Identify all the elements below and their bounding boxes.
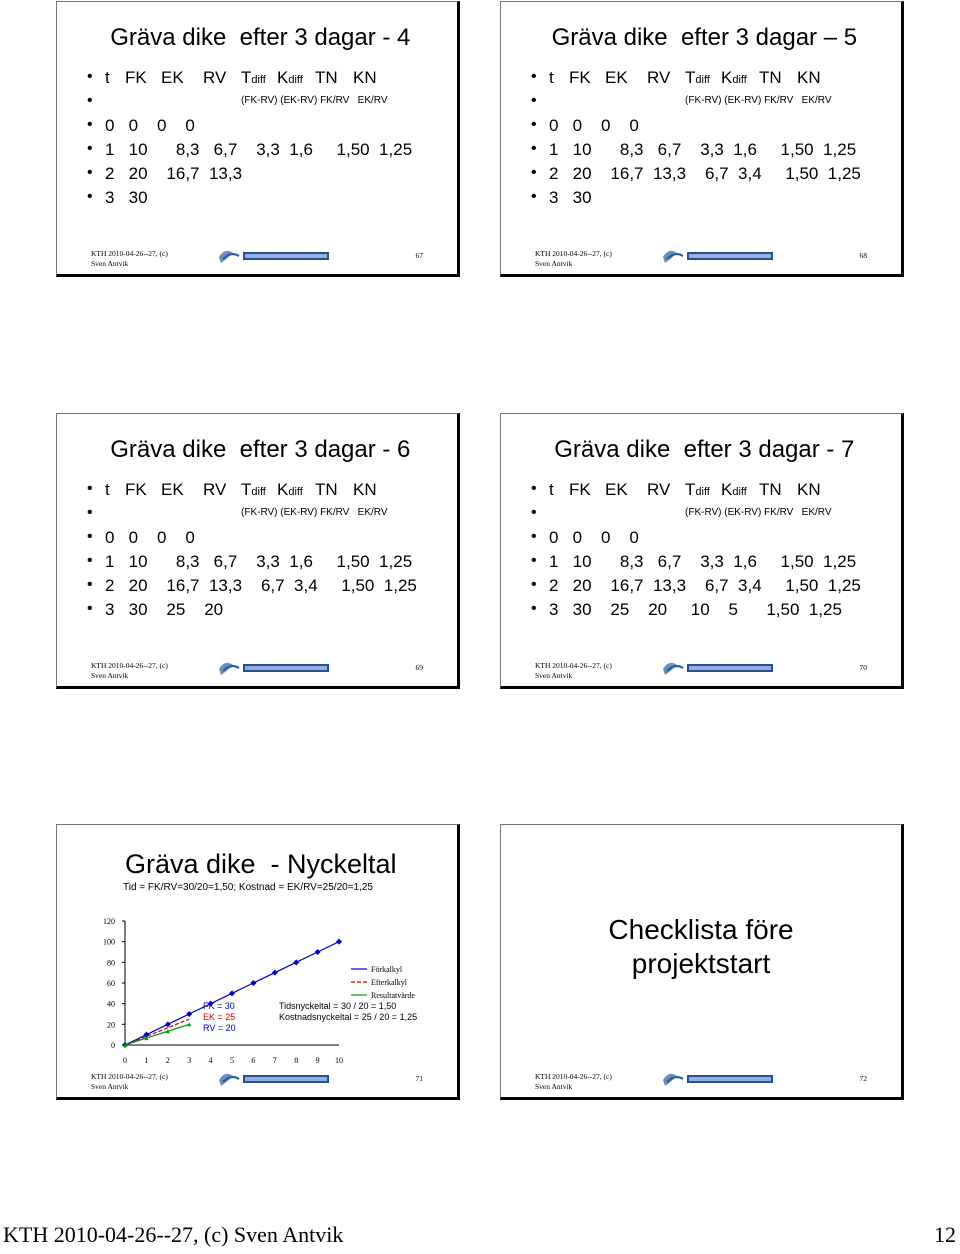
col-fk: FK <box>569 68 591 87</box>
data-point <box>186 1011 192 1017</box>
y-tick-label: 20 <box>107 1020 115 1030</box>
footer-line2: Sven Antvik <box>535 671 573 680</box>
col-kn: KN <box>797 480 821 499</box>
y-tick-label: 60 <box>107 979 115 988</box>
data-point <box>315 949 321 955</box>
legend-label: Resultatvärde <box>371 991 415 1000</box>
legend-label: Efterkalkyl <box>371 978 407 987</box>
page-footer: KTH 2010-04-26--27, (c) Sven Antvik <box>3 1222 344 1247</box>
slide-title: Gräva dike efter 3 dagar - 6 <box>103 436 411 463</box>
data-point <box>293 959 299 965</box>
col-ek: EK <box>161 68 184 87</box>
bullet: • <box>87 480 93 497</box>
footer-line2: Sven Antvik <box>91 671 129 680</box>
row-values: 1 10 8,3 6,7 3,3 1,6 1,50 1,25 <box>549 140 857 159</box>
row-values: 0 0 0 0 <box>549 528 639 547</box>
x-tick-label: 3 <box>187 1056 192 1065</box>
footer-line1: KTH 2010-04-26--27, (c) <box>535 1072 612 1081</box>
x-tick-label: 5 <box>230 1056 234 1065</box>
row-values: 2 20 16,7 13,3 <box>105 164 243 183</box>
slide-number: 72 <box>859 1074 867 1083</box>
slide-footer <box>535 249 612 269</box>
col-rv: RV <box>647 68 671 87</box>
bullet: • <box>87 504 93 521</box>
bullet: • <box>531 552 537 569</box>
x-tick-label: 8 <box>294 1056 299 1065</box>
data-point <box>250 980 256 986</box>
bullet: • <box>87 116 93 133</box>
row-values: 3 30 25 20 <box>105 600 224 619</box>
slide-subtitle: Tid = FK/RV=30/20=1,50; Kostnad = EK/RV=25/20=1,25 <box>123 882 373 893</box>
bullet: • <box>87 140 93 157</box>
footer-line2: Sven Antvik <box>535 259 573 268</box>
footer-line2: Sven Antvik <box>91 259 129 268</box>
col-tdiff: Tdiff <box>685 68 710 87</box>
annotation-fk: FK = 30 <box>203 1001 235 1011</box>
slide-footer <box>535 661 612 681</box>
y-tick-label: 100 <box>103 937 115 947</box>
col-t: t <box>105 68 110 87</box>
col-rv: RV <box>647 480 671 499</box>
col-rv: RV <box>203 68 227 87</box>
slide-number: 67 <box>415 251 423 260</box>
slide-68 <box>500 1 904 277</box>
slide-number: 71 <box>415 1074 423 1083</box>
page-number: 12 <box>934 1222 956 1247</box>
slide-title: Gräva dike efter 3 dagar - 4 <box>103 24 411 51</box>
col-rv: RV <box>203 480 227 499</box>
title-line1: Checklista före <box>608 914 794 945</box>
row-values: 2 20 16,7 13,3 6,7 3,4 1,50 1,25 <box>549 576 861 595</box>
y-tick-label: 0 <box>111 1041 115 1050</box>
x-tick-label: 9 <box>315 1056 320 1065</box>
col-tdiff: Tdiff <box>241 480 266 499</box>
data-point <box>336 939 342 945</box>
legend-label: Förkalkyl <box>371 965 403 974</box>
col-tn: TN <box>759 68 782 87</box>
bullet: • <box>531 576 537 593</box>
x-tick-label: 0 <box>123 1056 127 1065</box>
y-tick-label: 120 <box>103 917 115 926</box>
title-line2: projektstart <box>631 948 771 979</box>
x-tick-label: 10 <box>335 1056 343 1065</box>
slide-70 <box>500 413 904 689</box>
row-values: 3 30 <box>549 188 592 207</box>
col-fk: FK <box>569 480 591 499</box>
row-values: 3 30 25 20 10 5 1,50 1,25 <box>549 600 842 619</box>
slide-number: 68 <box>859 251 867 260</box>
slide-title: Gräva dike - Nyckeltal <box>117 849 397 879</box>
series-line-1 <box>125 1019 189 1045</box>
annotation-rv: RV = 20 <box>203 1023 236 1033</box>
slide-71 <box>56 824 460 1100</box>
bullet: • <box>87 92 93 109</box>
slide-title: Gräva dike efter 3 dagar – 5 <box>544 24 858 51</box>
bullet: • <box>531 92 537 109</box>
annotation-tid: Tidsnyckeltal = 30 / 20 = 1,50 <box>279 1001 397 1011</box>
col-tn: TN <box>315 68 338 87</box>
footer-line1: KTH 2010-04-26--27, (c) <box>91 1072 168 1081</box>
footer-line2: Sven Antvik <box>91 1082 129 1091</box>
annotation-ek: EK = 25 <box>203 1012 236 1022</box>
col-kdiff: Kdiff <box>277 68 303 87</box>
bullet: • <box>531 164 537 181</box>
col-t: t <box>105 480 110 499</box>
col-kdiff: Kdiff <box>721 68 747 87</box>
row-values: 2 20 16,7 13,3 6,7 3,4 1,50 1,25 <box>105 576 417 595</box>
slide-footer <box>91 249 168 269</box>
row-values: 0 0 0 0 <box>105 528 195 547</box>
footer-line1: KTH 2010-04-26--27, (c) <box>535 661 612 670</box>
x-tick-label: 7 <box>272 1056 277 1065</box>
y-tick-label: 80 <box>107 958 115 968</box>
bullet: • <box>87 188 93 205</box>
y-tick-label: 40 <box>107 999 115 1009</box>
slide-title <box>501 913 901 981</box>
col-tn: TN <box>315 480 338 499</box>
col-fk: FK <box>125 68 147 87</box>
row-values: 1 10 8,3 6,7 3,3 1,6 1,50 1,25 <box>105 140 413 159</box>
slide-number: 70 <box>859 663 867 672</box>
col-kn: KN <box>353 480 377 499</box>
row-values: 0 0 0 0 <box>549 116 639 135</box>
col-tn: TN <box>759 480 782 499</box>
logo <box>217 247 331 265</box>
bullet: • <box>531 600 537 617</box>
logo <box>661 659 775 677</box>
bullet: • <box>87 576 93 593</box>
bullet: • <box>531 68 537 85</box>
row-values: 3 30 <box>105 188 148 207</box>
bullet: • <box>531 480 537 497</box>
footer-line2: Sven Antvik <box>535 1082 573 1091</box>
x-tick-label: 6 <box>251 1056 256 1065</box>
col-kdiff: Kdiff <box>721 480 747 499</box>
footer-line1: KTH 2010-04-26--27, (c) <box>535 249 612 258</box>
row-values: 2 20 16,7 13,3 6,7 3,4 1,50 1,25 <box>549 164 861 183</box>
slide-footer <box>535 1072 612 1092</box>
col-tdiff: Tdiff <box>241 68 266 87</box>
slide-title: Gräva dike efter 3 dagar - 7 <box>547 436 855 463</box>
col-ek: EK <box>605 480 628 499</box>
row-values: 0 0 0 0 <box>105 116 195 135</box>
col-kn: KN <box>353 68 377 87</box>
bullet: • <box>531 140 537 157</box>
data-point <box>229 990 235 996</box>
row-values: 1 10 8,3 6,7 3,3 1,6 1,50 1,25 <box>549 552 857 571</box>
x-tick-label: 2 <box>165 1056 170 1065</box>
footer-line1: KTH 2010-04-26--27, (c) <box>91 661 168 670</box>
slide-footer <box>91 1072 168 1092</box>
bullet: • <box>87 528 93 545</box>
bullet: • <box>87 552 93 569</box>
col-t: t <box>549 68 554 87</box>
logo <box>217 659 331 677</box>
col-t: t <box>549 480 554 499</box>
slide-number: 69 <box>415 663 423 672</box>
logo <box>661 1070 775 1088</box>
logo <box>217 1070 331 1088</box>
bullet: • <box>531 188 537 205</box>
series-line-2 <box>125 1024 189 1045</box>
bullet: • <box>531 116 537 133</box>
footer-line1: KTH 2010-04-26--27, (c) <box>91 249 168 258</box>
col-kdiff: Kdiff <box>277 480 303 499</box>
sub-labels: (FK-RV) (EK-RV) FK/RV EK/RV <box>685 95 832 106</box>
slide-67 <box>56 1 460 277</box>
slide-72 <box>500 824 904 1100</box>
x-tick-label: 4 <box>208 1056 213 1065</box>
slide-footer <box>91 661 168 681</box>
col-ek: EK <box>605 68 628 87</box>
data-point <box>272 970 278 976</box>
row-values: 1 10 8,3 6,7 3,3 1,6 1,50 1,25 <box>105 552 413 571</box>
bullet: • <box>87 600 93 617</box>
sub-labels: (FK-RV) (EK-RV) FK/RV EK/RV <box>685 507 832 518</box>
col-ek: EK <box>161 480 184 499</box>
bullet: • <box>87 68 93 85</box>
chart <box>57 909 457 1089</box>
bullet: • <box>531 504 537 521</box>
logo <box>661 247 775 265</box>
bullet: • <box>87 164 93 181</box>
annotation-kost: Kostnadsnyckeltal = 25 / 20 = 1,25 <box>279 1012 418 1022</box>
sub-labels: (FK-RV) (EK-RV) FK/RV EK/RV <box>241 95 388 106</box>
x-tick-label: 1 <box>144 1056 149 1065</box>
col-kn: KN <box>797 68 821 87</box>
col-fk: FK <box>125 480 147 499</box>
col-tdiff: Tdiff <box>685 480 710 499</box>
sub-labels: (FK-RV) (EK-RV) FK/RV EK/RV <box>241 507 388 518</box>
bullet: • <box>531 528 537 545</box>
slide-69 <box>56 413 460 689</box>
